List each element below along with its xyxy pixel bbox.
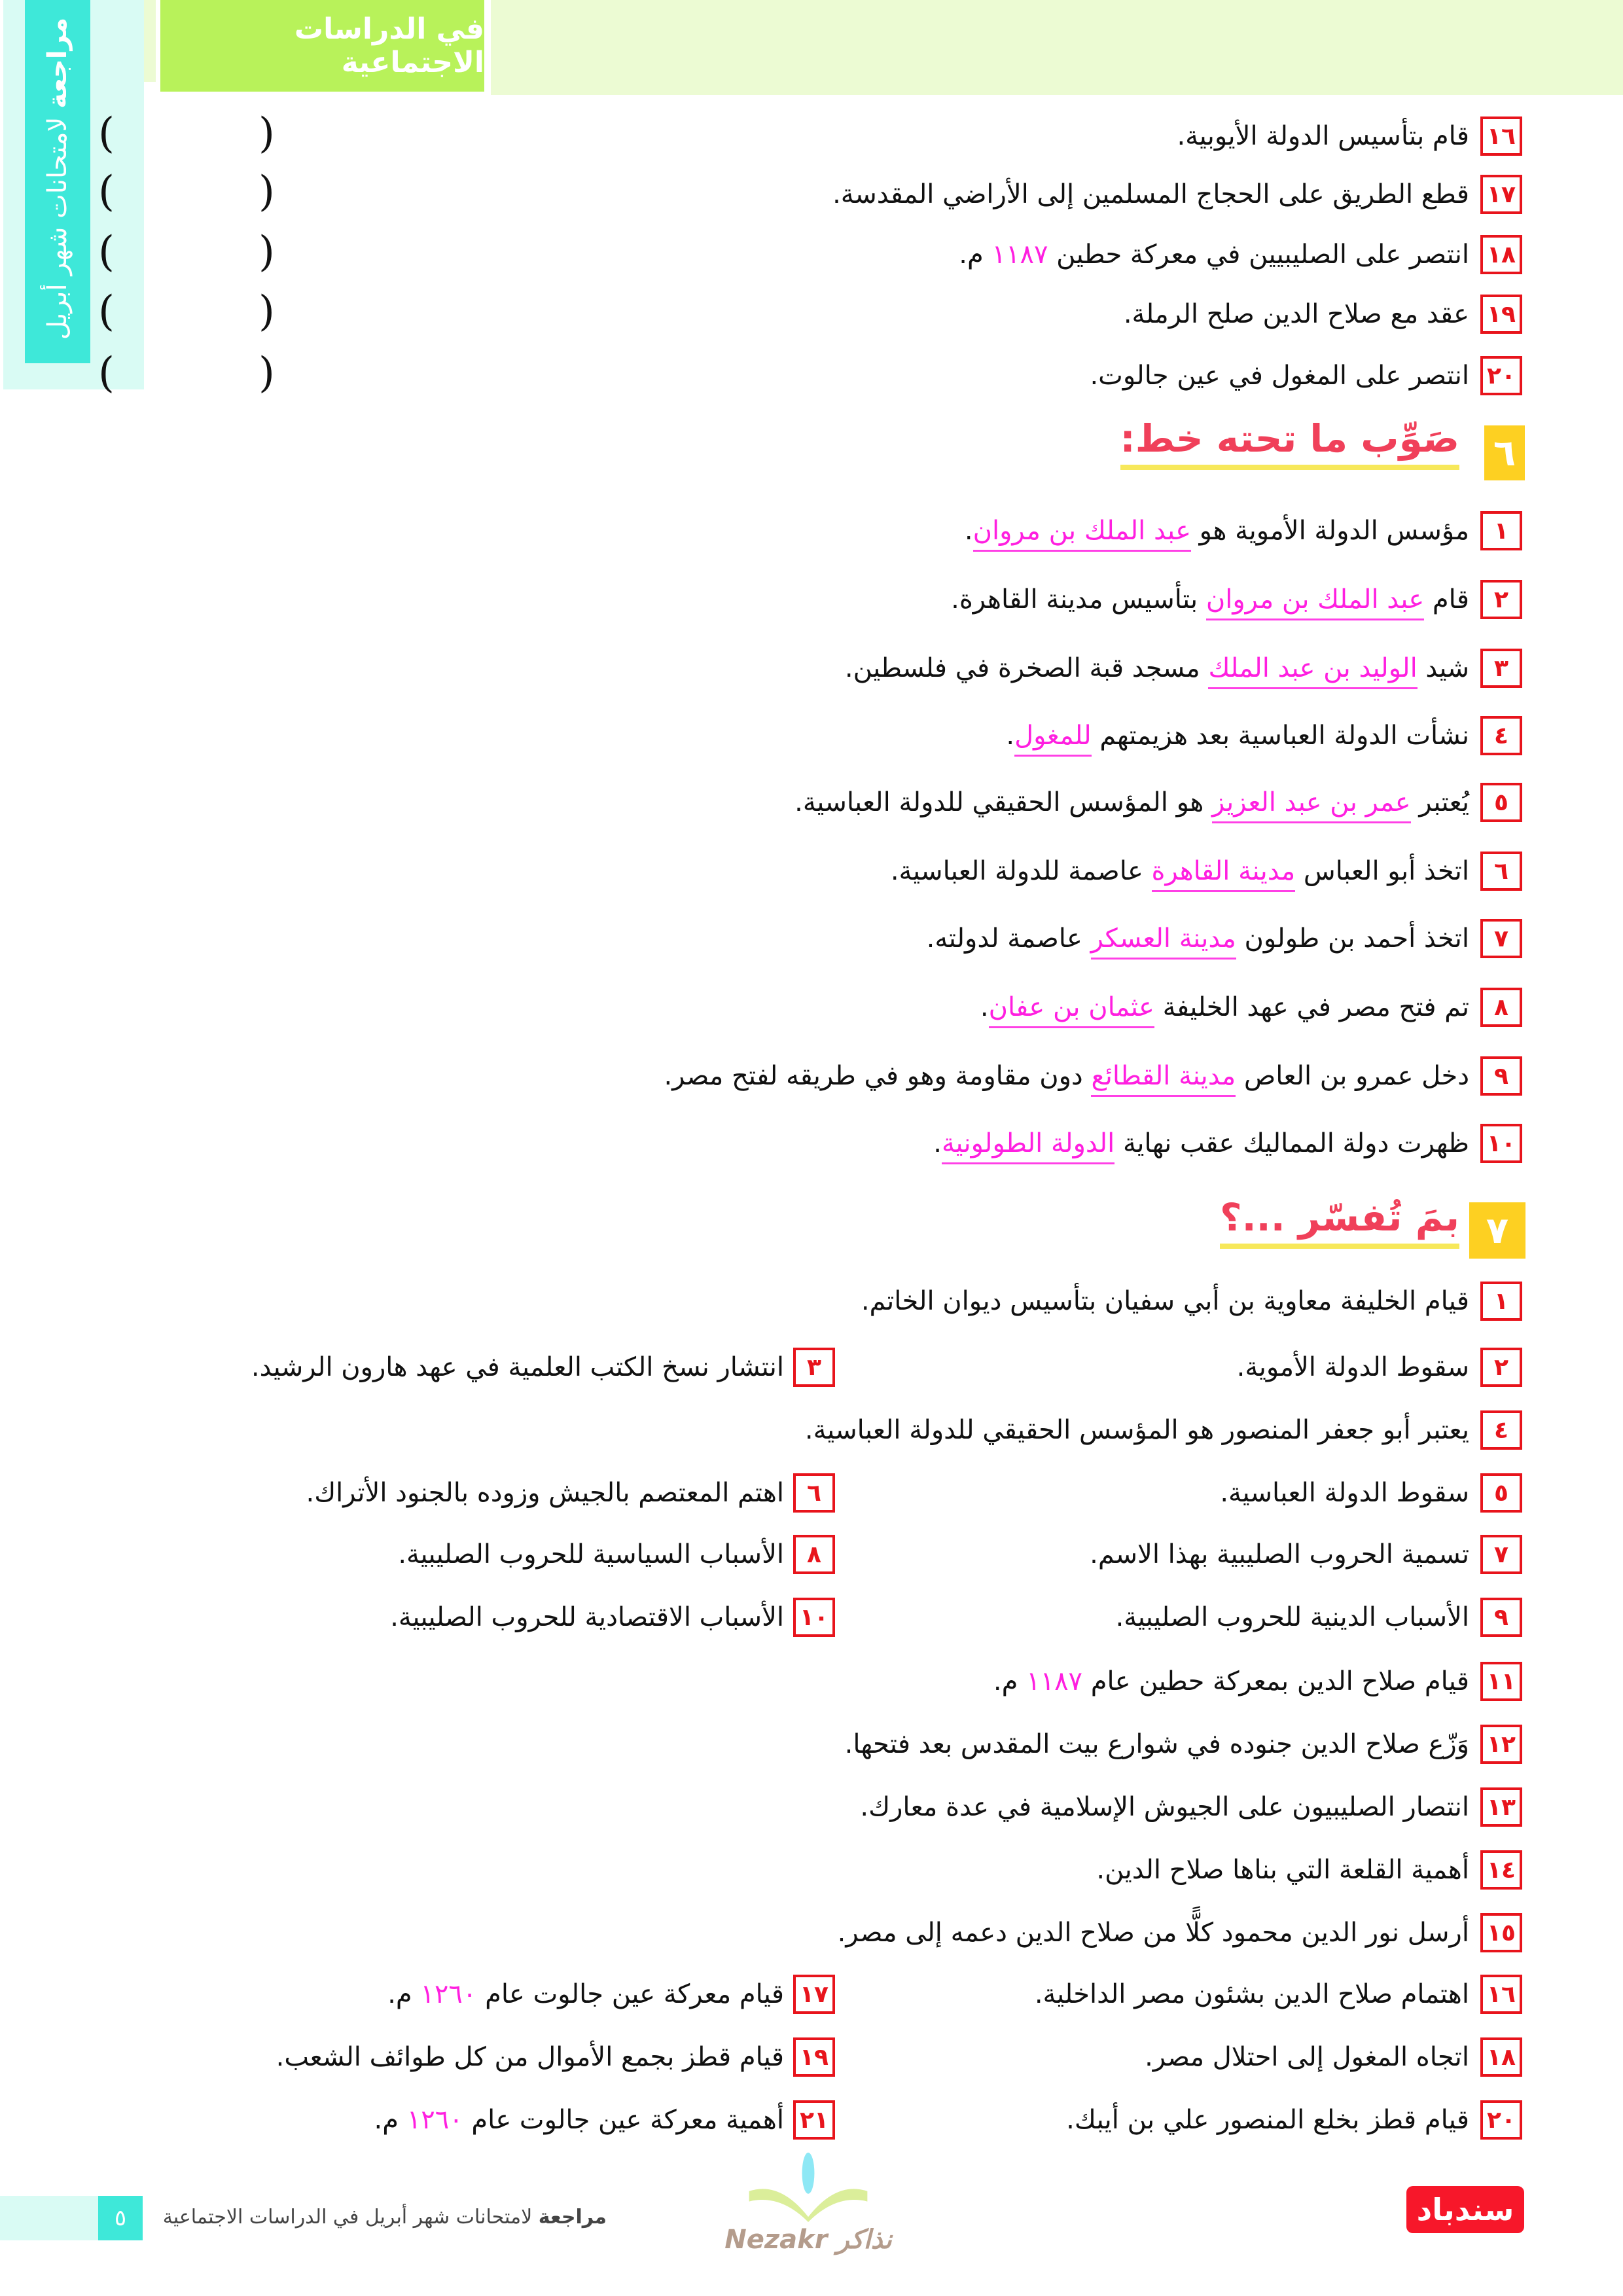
item-number: ١ xyxy=(1494,517,1508,545)
answer-paren-open: ( xyxy=(98,168,115,216)
underlined-term: عمر بن عبد العزيز xyxy=(1212,787,1411,823)
list-item xyxy=(0,2037,1623,2079)
item-number: ٢ xyxy=(1494,1354,1508,1381)
item-text xyxy=(845,1726,1469,1763)
item-text-post: مسجد قبة الصخرة في فلسطين. xyxy=(844,653,1209,683)
list-item xyxy=(0,1913,1623,1955)
header-title xyxy=(160,0,484,92)
answer-paren-close: ) xyxy=(259,109,275,158)
item-text xyxy=(794,784,1469,821)
item-text-post: بتأسيس مدينة القاهرة. xyxy=(951,584,1206,615)
item-text xyxy=(861,1283,1469,1319)
item-number-box xyxy=(1480,117,1522,156)
item-text-pre: وَزّع صلاح الدين جنوده في شوارع بيت المقدس بعد فتحها. xyxy=(844,1729,1469,1759)
list-item xyxy=(0,1850,1623,1892)
highlighted-year: ١١٨٧ xyxy=(1026,1666,1083,1696)
answer-paren-open: ( xyxy=(98,287,115,336)
list-item xyxy=(0,356,1623,398)
item-text xyxy=(832,176,1469,213)
list-item xyxy=(0,852,1623,893)
item-number: ٨ xyxy=(807,1541,821,1568)
list-item xyxy=(0,1473,1623,1515)
item-number-box xyxy=(793,1535,835,1574)
highlighted-year: ١٢٦٠ xyxy=(406,2105,463,2135)
item-number: ٢١ xyxy=(800,2106,829,2134)
item-number-box xyxy=(1480,1124,1522,1163)
item-text-post: هو المؤسس الحقيقي للدولة العباسية. xyxy=(794,787,1213,817)
item-text xyxy=(805,1412,1469,1448)
item-text-post: دون مقاومة وهو في طريقه لفتح مصر. xyxy=(664,1061,1092,1091)
item-text xyxy=(1090,357,1469,394)
item-number-box xyxy=(1480,580,1522,619)
item-text xyxy=(891,853,1469,889)
item-text-pre: أهمية القلعة التي بناها صلاح الدين. xyxy=(1096,1855,1469,1885)
list-item xyxy=(0,580,1623,622)
item-text-post: عاصمة للدولة العباسية. xyxy=(890,856,1152,886)
underlined-term: للمغول xyxy=(1014,721,1092,757)
item-number: ١ xyxy=(1494,1287,1508,1315)
item-text-pre: قيام معركة عين جالوت عام xyxy=(476,1979,784,2009)
item-text-pre: عقد مع صلاح الدين صلح الرملة. xyxy=(1123,299,1469,329)
item-number: ٤ xyxy=(1494,1416,1508,1444)
item-text-pre: تم فتح مصر في عهد الخليفة xyxy=(1154,992,1469,1022)
underlined-term: مدينة القاهرة xyxy=(1152,856,1296,892)
list-item xyxy=(0,511,1623,553)
list-item xyxy=(0,235,1623,277)
item-number-box xyxy=(793,1975,835,2014)
item-text xyxy=(838,1914,1469,1951)
item-number-box xyxy=(1480,1662,1522,1701)
list-item xyxy=(0,175,1623,217)
item-number: ١٠ xyxy=(1487,1130,1516,1157)
list-item xyxy=(0,1410,1623,1452)
item-text xyxy=(374,2102,784,2138)
item-number-box xyxy=(1480,235,1522,274)
item-text-pre: قام xyxy=(1424,584,1469,615)
item-number: ١٩ xyxy=(1487,300,1516,328)
item-text-pre: ظهرت دولة المماليك عقب نهاية xyxy=(1115,1128,1469,1158)
item-text-pre: أرسل نور الدين محمود كلًّا من صلاح الدين دعمه إلى مصر. xyxy=(837,1918,1469,1948)
item-text-pre: أهمية معركة عين جالوت عام xyxy=(463,2105,784,2135)
list-item xyxy=(0,783,1623,825)
item-number: ٧ xyxy=(1494,1541,1508,1568)
item-number: ١٦ xyxy=(1487,122,1516,150)
item-text-pre: الأسباب الاقتصادية للحروب الصليبية. xyxy=(390,1602,784,1632)
item-number: ٥ xyxy=(1494,789,1508,816)
answer-paren-close: ) xyxy=(259,349,275,397)
item-text-pre: قيام صلاح الدين بمعركة حطين عام xyxy=(1082,1666,1469,1696)
item-text-pre: اتخذ أبو العباس xyxy=(1295,856,1469,886)
item-text-pre: اهتمام صلاح الدين بشئون مصر الداخلية. xyxy=(1034,1979,1469,2009)
item-number-box xyxy=(793,2100,835,2140)
item-number-box xyxy=(1480,988,1522,1027)
item-text xyxy=(965,512,1469,549)
underlined-term: الدولة الطولونية xyxy=(942,1128,1115,1164)
item-text-pre: قام بتأسيس الدولة الأيوبية. xyxy=(1177,121,1469,151)
item-number-box xyxy=(1480,1410,1522,1450)
item-text-pre: قيام قطز بخلع المنصور علي بن أيبك. xyxy=(1066,2105,1469,2135)
highlighted-year: ١٢٦٠ xyxy=(420,1979,477,2009)
item-text-post: م. xyxy=(993,1666,1027,1696)
item-text-pre: انتشار نسخ الكتب العلمية في عهد هارون الرشيد. xyxy=(251,1352,784,1382)
item-text-post: م. xyxy=(374,2105,407,2135)
item-text xyxy=(387,1976,784,2013)
item-text-post: . xyxy=(1006,721,1015,751)
item-number-box xyxy=(1480,783,1522,822)
item-number-box xyxy=(793,2037,835,2077)
item-number-box xyxy=(1480,716,1522,755)
item-number-box xyxy=(793,1473,835,1513)
item-number: ١٨ xyxy=(1487,241,1516,268)
list-item xyxy=(0,1787,1623,1829)
item-text-pre: اهتم المعتصم بالجيش وزوده بالجنود الأتراك. xyxy=(306,1478,784,1508)
list-item xyxy=(0,1535,1623,1577)
footer-caption-bold: مراجعة xyxy=(538,2206,607,2229)
item-number-box xyxy=(1480,649,1522,688)
item-number: ٩ xyxy=(1494,1062,1508,1090)
item-number: ١٢ xyxy=(1487,1731,1516,1758)
item-number-box xyxy=(1480,1056,1522,1096)
item-text-post: م. xyxy=(959,240,992,270)
list-item xyxy=(0,649,1623,691)
item-text xyxy=(980,989,1469,1026)
item-number: ١٩ xyxy=(800,2043,829,2071)
list-item xyxy=(0,1348,1623,1390)
answer-paren-open: ( xyxy=(98,228,115,276)
item-number: ٩ xyxy=(1494,1604,1508,1631)
underlined-term: مدينة القطائع xyxy=(1091,1061,1236,1097)
item-number: ٥ xyxy=(1494,1479,1508,1507)
answer-paren-close: ) xyxy=(259,168,275,216)
item-text xyxy=(664,1058,1469,1094)
list-item xyxy=(0,716,1623,758)
underlined-term: عبد الملك بن مروان xyxy=(973,516,1191,552)
answer-paren-open: ( xyxy=(98,109,115,158)
item-number: ١٧ xyxy=(800,1981,829,2008)
item-number-box xyxy=(1480,1850,1522,1890)
item-text-pre: الأسباب السياسية للحروب الصليبية. xyxy=(398,1539,784,1570)
section-6-title: صَوِّب ما تحته خط: xyxy=(1120,416,1460,470)
item-number-box xyxy=(1480,1725,1522,1764)
header-title-text: في الدراسات الاجتماعية xyxy=(294,12,484,79)
item-text-pre: الأسباب الدينية للحروب الصليبية. xyxy=(1115,1602,1469,1632)
item-number-box xyxy=(1480,511,1522,550)
item-text xyxy=(933,1125,1469,1162)
item-text-pre: يعتبر أبو جعفر المنصور هو المؤسس الحقيقي للدولة العباسية. xyxy=(804,1415,1469,1445)
item-number-box xyxy=(793,1348,835,1387)
list-item xyxy=(0,295,1623,336)
item-text xyxy=(251,1349,784,1386)
nezakr-logo-text: Nezakr نذاكر xyxy=(724,2225,892,2255)
list-item xyxy=(0,117,1623,158)
item-number-box xyxy=(1480,1787,1522,1827)
item-number-box xyxy=(1480,356,1522,395)
item-number: ١٠ xyxy=(800,1604,829,1631)
item-number-box xyxy=(1480,1913,1522,1952)
item-text xyxy=(276,2039,784,2075)
item-number-box xyxy=(1480,1282,1522,1321)
answer-paren-close: ) xyxy=(259,287,275,336)
list-item xyxy=(0,1598,1623,1640)
item-text xyxy=(845,650,1469,687)
item-text-pre: يُعتبر xyxy=(1410,787,1469,817)
item-text xyxy=(1177,118,1469,154)
side-strip-rest: لامتحانات شهر أبريل xyxy=(43,117,73,340)
item-number-box xyxy=(793,1598,835,1637)
item-text-pre: سقوط الدولة الأموية. xyxy=(1236,1352,1469,1382)
item-number: ٢٠ xyxy=(1487,2106,1516,2134)
item-text-pre: انتصار الصليبيون على الجيوش الإسلامية في عدة معارك. xyxy=(860,1792,1469,1822)
item-text-pre: تسمية الحروب الصليبية بهذا الاسم. xyxy=(1090,1539,1469,1570)
header-band-right xyxy=(491,0,1623,95)
list-item xyxy=(0,1662,1623,1704)
item-text xyxy=(927,920,1469,957)
item-text-pre: قطع الطريق على الحجاج المسلمين إلى الأراضي المقدسة. xyxy=(832,179,1469,209)
item-text xyxy=(390,1599,784,1636)
section-6-number: ٦ xyxy=(1493,431,1516,475)
item-text xyxy=(1124,296,1469,332)
highlighted-year: ١١٨٧ xyxy=(991,240,1048,270)
item-text xyxy=(1006,717,1469,754)
item-text-pre: انتصر على المغول في عين جالوت. xyxy=(1090,361,1469,391)
list-item xyxy=(0,919,1623,961)
item-number: ١٤ xyxy=(1487,1856,1516,1884)
item-text-pre: شيد xyxy=(1417,653,1469,683)
item-number: ١٣ xyxy=(1487,1793,1516,1821)
item-number: ٣ xyxy=(1494,655,1508,682)
item-number: ٨ xyxy=(1494,994,1508,1021)
item-text-pre: قيام الخليفة معاوية بن أبي سفيان بتأسيس ديوان الخاتم. xyxy=(861,1286,1469,1316)
item-text-pre: دخل عمرو بن العاص xyxy=(1236,1061,1469,1091)
underlined-term: مدينة العسكر xyxy=(1091,924,1236,960)
item-number: ١٦ xyxy=(1487,1981,1516,2008)
item-number: ٧ xyxy=(1494,925,1508,952)
list-item xyxy=(0,2100,1623,2142)
item-text xyxy=(959,236,1469,273)
underlined-term: عثمان بن عفان xyxy=(989,992,1154,1028)
item-text-pre: سقوط الدولة العباسية. xyxy=(1220,1478,1469,1508)
item-number: ١٨ xyxy=(1487,2043,1516,2071)
section-6-badge xyxy=(1484,425,1525,480)
underlined-term: عبد الملك بن مروان xyxy=(1206,584,1424,620)
item-text xyxy=(306,1475,785,1511)
underlined-term: الوليد بن عبد الملك xyxy=(1208,653,1417,689)
item-text-pre: اتخذ أحمد بن طولون xyxy=(1236,924,1469,954)
answer-paren-open: ( xyxy=(98,349,115,397)
footer-caption-rest: لامتحانات شهر أبريل في الدراسات الاجتماعية xyxy=(162,2206,539,2229)
item-number-box xyxy=(1480,175,1522,214)
item-number: ٢٠ xyxy=(1487,362,1516,389)
list-item xyxy=(0,1725,1623,1767)
item-text-post: . xyxy=(933,1128,942,1158)
item-text xyxy=(398,1536,784,1573)
item-text-pre: مؤسس الدولة الأموية هو xyxy=(1190,516,1469,546)
book-icon xyxy=(720,2150,897,2222)
item-text-pre: نشأت الدولة العباسية بعد هزيمتهم xyxy=(1091,721,1469,751)
item-number-box xyxy=(1480,919,1522,958)
list-item xyxy=(0,1056,1623,1098)
item-number: ٤ xyxy=(1494,722,1508,749)
nezakr-logo xyxy=(720,2150,897,2281)
list-item xyxy=(0,1124,1623,1166)
item-text xyxy=(951,581,1469,618)
item-number: ١٥ xyxy=(1487,1919,1516,1946)
item-text-pre: انتصر على الصليبيين في معركة حطين xyxy=(1048,240,1469,270)
item-number: ١١ xyxy=(1487,1668,1516,1695)
item-number: ١٧ xyxy=(1487,181,1516,208)
item-text-post: . xyxy=(980,992,989,1022)
section-7-title: بمَ تُفسّر ...؟ xyxy=(1220,1195,1459,1249)
side-strip-bold: مراجعة xyxy=(43,17,73,109)
page-number-text: ٥ xyxy=(114,2205,127,2231)
item-text-post: . xyxy=(964,516,973,546)
item-text-pre: قيام قطز بجمع الأموال من كل طوائف الشعب. xyxy=(276,2042,784,2072)
section-7-number: ٧ xyxy=(1486,1209,1509,1252)
item-text-post: م. xyxy=(387,1979,421,2009)
answer-paren-close: ) xyxy=(259,228,275,276)
list-item xyxy=(0,988,1623,1030)
page-number xyxy=(98,2196,143,2240)
item-number-box xyxy=(1480,852,1522,891)
section-7-badge xyxy=(1469,1202,1525,1259)
item-number: ٢ xyxy=(1494,586,1508,613)
footer-band xyxy=(0,2196,98,2240)
brand-logo-text: سندباد xyxy=(1416,2192,1514,2227)
brand-logo xyxy=(1406,2186,1524,2233)
item-number: ٣ xyxy=(807,1354,821,1381)
footer-caption xyxy=(163,2206,607,2229)
list-item xyxy=(0,1975,1623,2017)
item-text xyxy=(1096,1852,1469,1888)
item-text-pre: اتجاه المغول إلى احتلال مصر. xyxy=(1145,2042,1469,2072)
item-text-post: عاصمة لدولته. xyxy=(926,924,1091,954)
item-number-box xyxy=(1480,295,1522,334)
item-text xyxy=(993,1663,1469,1700)
item-number: ٦ xyxy=(807,1479,821,1507)
item-number: ٦ xyxy=(1494,857,1508,885)
item-text xyxy=(860,1789,1469,1825)
list-item xyxy=(0,1282,1623,1323)
